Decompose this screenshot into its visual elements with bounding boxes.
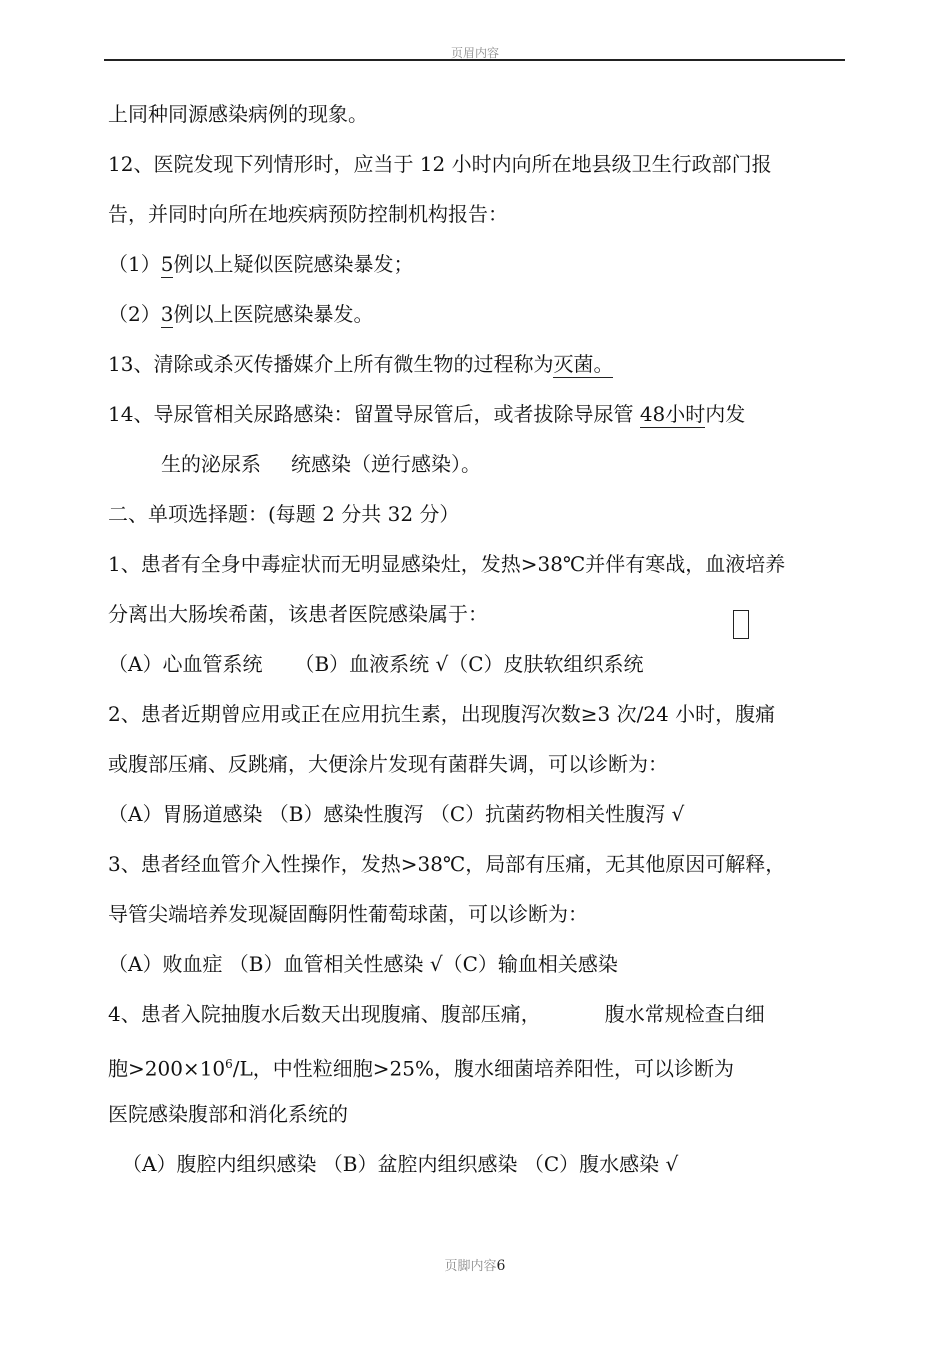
- superscript: 6: [225, 1057, 233, 1071]
- question-14-line-2: [161, 451, 481, 477]
- item-prefix: （2）: [108, 302, 161, 326]
- question-12-line-2: 告，并同时向所在地疾病预防控制机构报告：: [108, 202, 508, 226]
- section-heading: 二、单项选择题：(每题 2 分共 32 分）: [108, 502, 460, 526]
- mcq-2-options: （A）胃肠道感染 （B）感染性腹泻 （C）抗菌药物相关性腹泻 √: [108, 802, 685, 826]
- mcq-4-line-1: [108, 1001, 765, 1027]
- question-13: [108, 351, 613, 377]
- item-prefix: （1）: [108, 252, 161, 276]
- text-part: 统感染（逆行感染）。: [291, 452, 481, 476]
- mcq-4-options: （A）腹腔内组织感染 （B）盆腔内组织感染 （C）腹水感染 √: [122, 1152, 679, 1176]
- header-divider: [104, 59, 845, 61]
- mcq-4-line-2: [108, 1051, 734, 1082]
- answer-blank: 5: [160, 252, 174, 276]
- question-12-item-1: [108, 251, 413, 277]
- question-12-item-2: [108, 301, 373, 327]
- item-text: 例以上疑似医院感染暴发；: [173, 252, 414, 276]
- question-text: 13、清除或杀灭传播媒介上所有微生物的过程称为: [108, 352, 554, 376]
- question-14-line-1: [108, 401, 745, 427]
- text-line-1: 上同种同源感染病例的现象。: [108, 102, 368, 126]
- footer-label: 页脚内容: [444, 1259, 497, 1274]
- item-text: 例以上医院感染暴发。: [173, 302, 374, 326]
- option-b-c: （B）血液系统 √（C）皮肤软组织系统: [294, 652, 644, 676]
- mcq-3-options: （A）败血症 （B）血管相关性感染 √（C）输血相关感染: [108, 952, 618, 976]
- mcq-1-options: [108, 651, 644, 677]
- answer-blank: 灭菌。: [553, 352, 614, 376]
- mcq-2-line-1: 2、患者近期曾应用或正在应用抗生素，出现腹泻次数≥3 次/24 小时，腹痛: [108, 702, 776, 726]
- answer-blank: 48小时: [639, 402, 706, 426]
- mcq-1-line-1: 1、患者有全身中毒症状而无明显感染灶，发热>38℃并伴有寒战，血液培养: [108, 552, 786, 576]
- mcq-2-line-2: 或腹部压痛、反跳痛，大便涂片发现有菌群失调，可以诊断为：: [108, 752, 668, 776]
- option-a: （A）心血管系统: [108, 652, 263, 676]
- text-part: 生的泌尿系: [161, 452, 261, 476]
- question-text: 14、导尿管相关尿路感染：留置导尿管后，或者拔除导尿管: [108, 402, 640, 426]
- text-part: 腹水常规检查白细: [604, 1002, 765, 1026]
- mcq-3-line-1: 3、患者经血管介入性操作，发热>38℃，局部有压痛，无其他原因可解释，: [108, 852, 786, 876]
- text-part: /L，中性粒细胞>25%，腹水细菌培养阳性，可以诊断为: [232, 1056, 735, 1081]
- text-part: 4、患者入院抽腹水后数天出现腹痛、腹部压痛，: [108, 1002, 541, 1026]
- question-text-end: 内发: [705, 402, 746, 426]
- page-footer: [0, 1255, 950, 1274]
- mcq-4-line-3: 医院感染腹部和消化系统的: [108, 1102, 348, 1126]
- empty-box: [733, 610, 749, 639]
- mcq-3-line-2: 导管尖端培养发现凝固酶阴性葡萄球菌，可以诊断为：: [108, 902, 588, 926]
- mcq-1-line-2: 分离出大肠埃希菌，该患者医院感染属于：: [108, 602, 488, 626]
- question-12-line-1: 12、医院发现下列情形时，应当于 12 小时内向所在地县级卫生行政部门报: [108, 152, 772, 176]
- answer-blank: 3: [160, 302, 174, 326]
- text-part: 胞>200×10: [108, 1056, 226, 1081]
- page-number: 6: [496, 1258, 506, 1274]
- page-header: 页眉内容: [450, 46, 499, 60]
